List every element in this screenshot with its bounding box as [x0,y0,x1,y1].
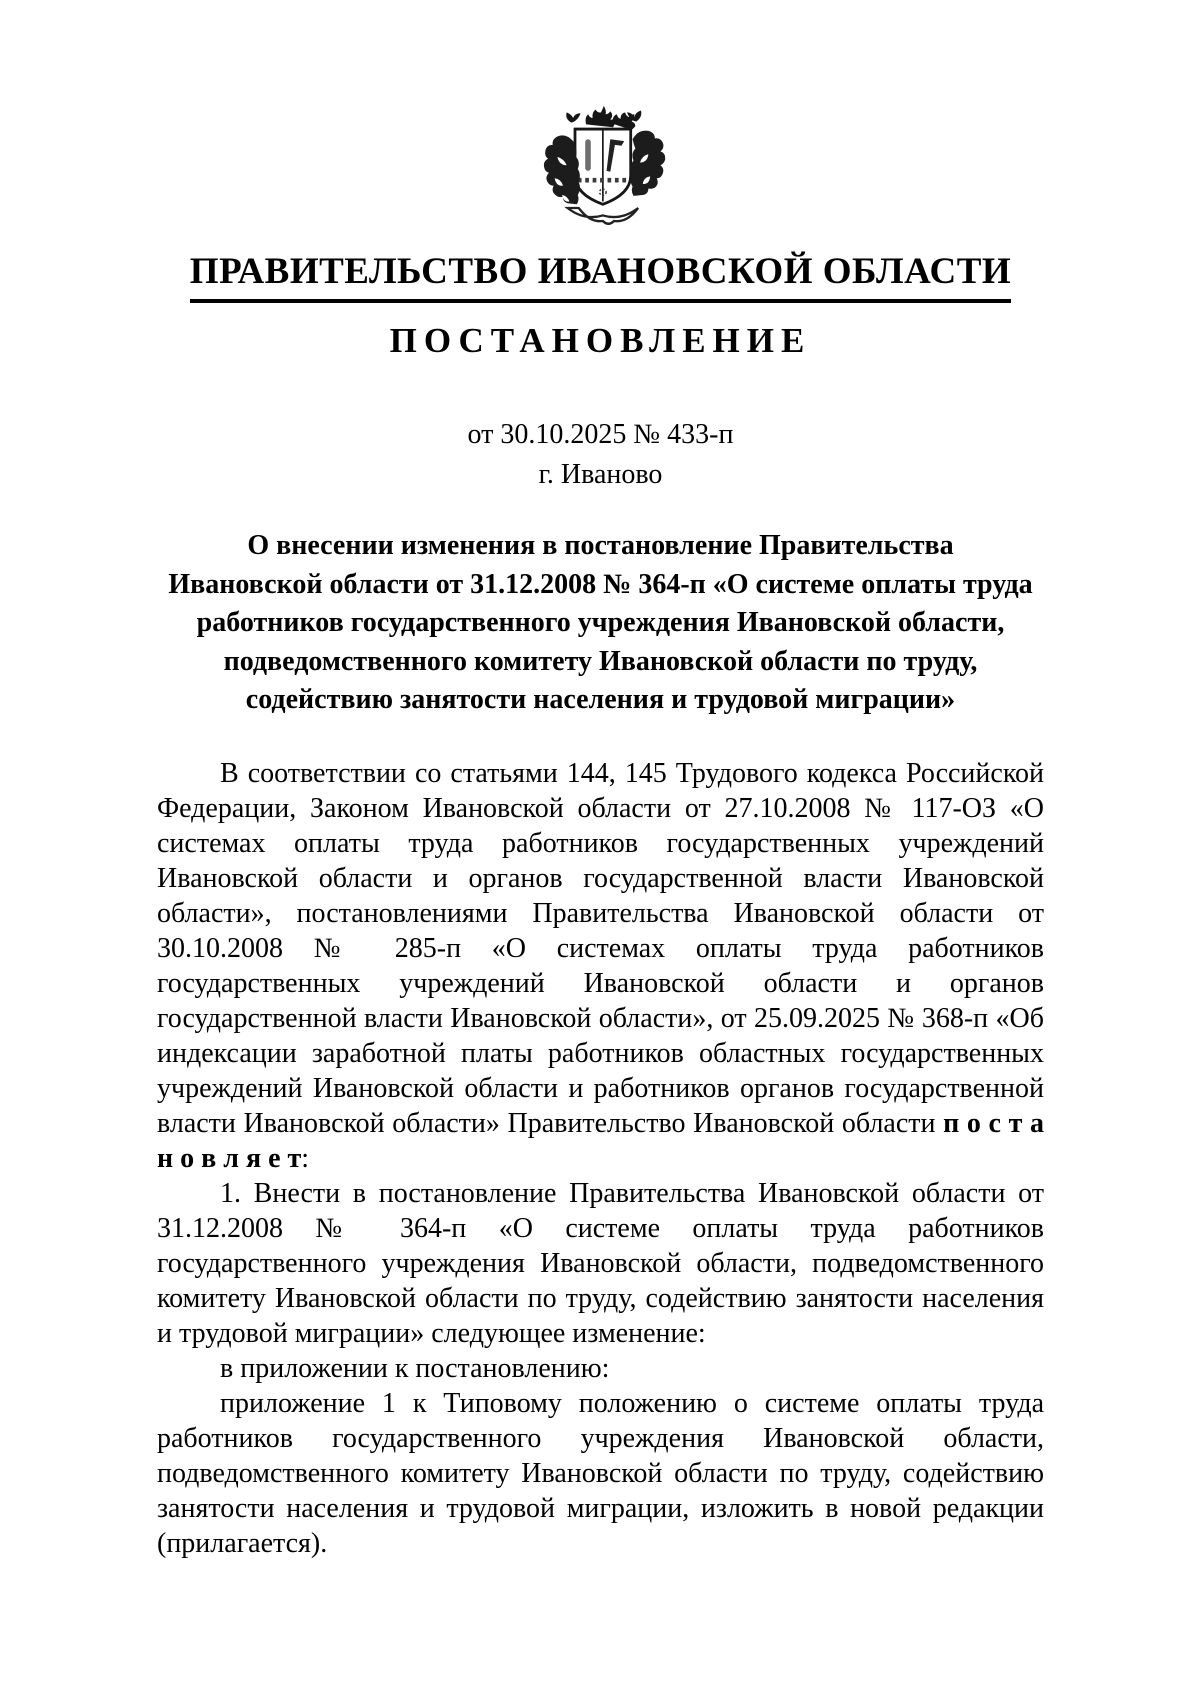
paragraph [157,1386,1044,1561]
paragraph-segment: : [301,1142,310,1174]
paragraph-segment: 1. Внести в постановление Правительства Ивановской области от 31.12.2008 № 364-п «О системе оплаты труда работников государственного учреждения Ивановской области, подведомственного комитету Ивановской области по труду, содействию занятости населения и трудовой миграции» следующее изменение: [157,1177,1044,1349]
doc-title-line: работников государственного учреждения Ивановской области, [196,607,1005,638]
paragraph-segment: приложение 1 к Типовому положению о системе оплаты труда работников государственного учреждения Ивановской области, подведомственного комитету Ивановской области по труду, содействию занятости населения и трудовой миграции, изложить в новой редакции (прилагается). [157,1387,1044,1559]
paragraph [157,756,1044,1176]
paragraph [157,1351,1044,1386]
authority-heading [157,247,1044,303]
paragraph-bold-segment: п о с т а н о в л я е т [157,1107,1044,1174]
date-number-line: от 30.10.2025 № 433-п [467,419,734,450]
emblem-wrap [157,0,1044,239]
paragraph-segment: В соответствии со статьями 144, 145 Трудового кодекса Российской Федерации, Законом Ивановской области от 27.10.2008 № 117-ОЗ «О системах оплаты труда работников государственных учреждений Ивановской области и органов государственной власти Ивановской области», постановлениями Правительства Ивановской области от 30.10.2008 № 285-п «О системах оплаты труда работников государственных учреждений Ивановской области и органов государственной власти Ивановской области», от 25.09.2025 № 368-п «Об индексации заработной платы работников областных государственных учреждений Ивановской области и работников органов государственной власти Ивановской области» Правительство Ивановской области [157,757,1044,1139]
doc-title-line: О внесении изменения в постановление Правительства [247,530,954,561]
doc-type-heading: ПОСТАНОВЛЕНИЕ [389,321,812,360]
doc-title [157,527,1044,720]
paragraph [157,1176,1044,1351]
paragraph-segment: в приложении к постановлению: [220,1352,610,1384]
doc-title-line: подведомственного комитету Ивановской области по труду, [223,645,978,677]
document-content [157,0,1044,1561]
body-paragraphs [157,756,1044,1561]
doc-title-line: Ивановской области от 31.12.2008 № 364-п «О системе оплаты труда [168,568,1033,600]
authority-heading-text: ПРАВИТЕЛЬСТВО ИВАНОВСКОЙ ОБЛАСТИ [190,247,1011,303]
place-line: г. Иваново [538,459,663,490]
doc-title-line: содействию занятости населения и трудовой миграции» [245,684,956,715]
ivanovo-oblast-coat-of-arms-icon [526,104,676,234]
